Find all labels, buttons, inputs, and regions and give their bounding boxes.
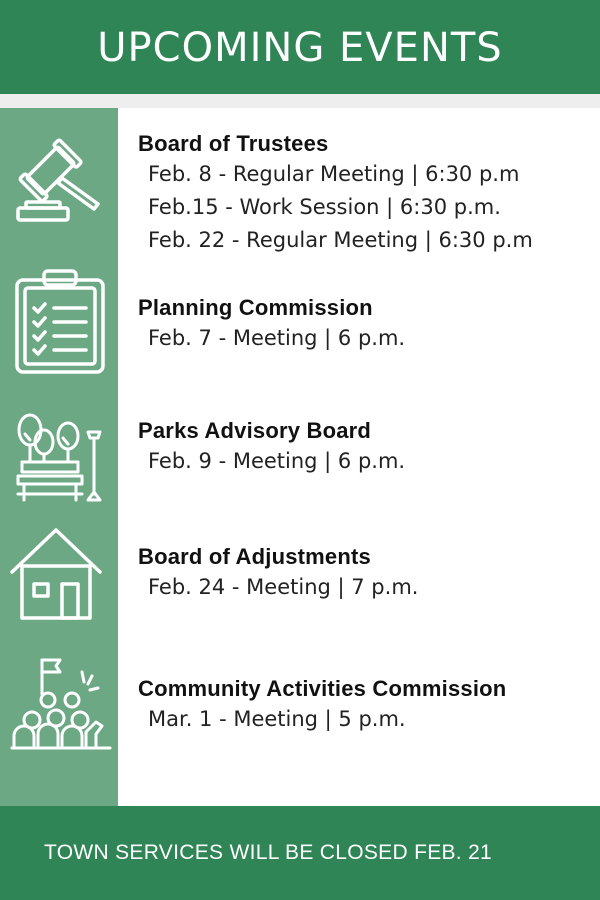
event-title: Planning Commission	[138, 295, 373, 320]
event-title: Community Activities Commission	[138, 676, 507, 701]
event-parks-advisory-board	[138, 417, 405, 478]
event-board-of-trustees	[138, 130, 533, 257]
event-title: Parks Advisory Board	[138, 418, 372, 443]
event-title: Board of Trustees	[138, 131, 329, 156]
event-planning-commission	[138, 294, 405, 355]
divider-strip	[0, 94, 600, 108]
event-community-activities-commission	[138, 675, 506, 736]
gavel-icon	[12, 138, 108, 226]
event-line: Feb. 9 - Meeting | 6 p.m.	[148, 449, 406, 473]
event-line: Feb. 22 - Regular Meeting | 6:30 p.m	[148, 228, 533, 252]
footer-banner	[0, 806, 600, 900]
closure-notice: TOWN SERVICES WILL BE CLOSED FEB. 21	[44, 841, 493, 864]
event-line: Feb. 7 - Meeting | 6 p.m.	[148, 326, 406, 350]
community-group-icon	[10, 656, 114, 752]
page-title: UPCOMING EVENTS	[97, 25, 503, 71]
event-line: Feb. 24 - Meeting | 7 p.m.	[148, 575, 419, 599]
events-panel	[118, 108, 600, 806]
event-line: Mar. 1 - Meeting | 5 p.m.	[148, 707, 406, 731]
house-icon	[10, 526, 106, 622]
event-line: Feb. 8 - Regular Meeting | 6:30 p.m	[148, 162, 520, 186]
park-bench-icon	[14, 412, 106, 504]
event-title: Board of Adjustments	[138, 544, 371, 569]
clipboard-checklist-icon	[14, 268, 106, 376]
event-line: Feb.15 - Work Session | 6:30 p.m.	[148, 195, 501, 219]
header-banner	[0, 0, 600, 94]
event-board-of-adjustments	[138, 543, 418, 604]
